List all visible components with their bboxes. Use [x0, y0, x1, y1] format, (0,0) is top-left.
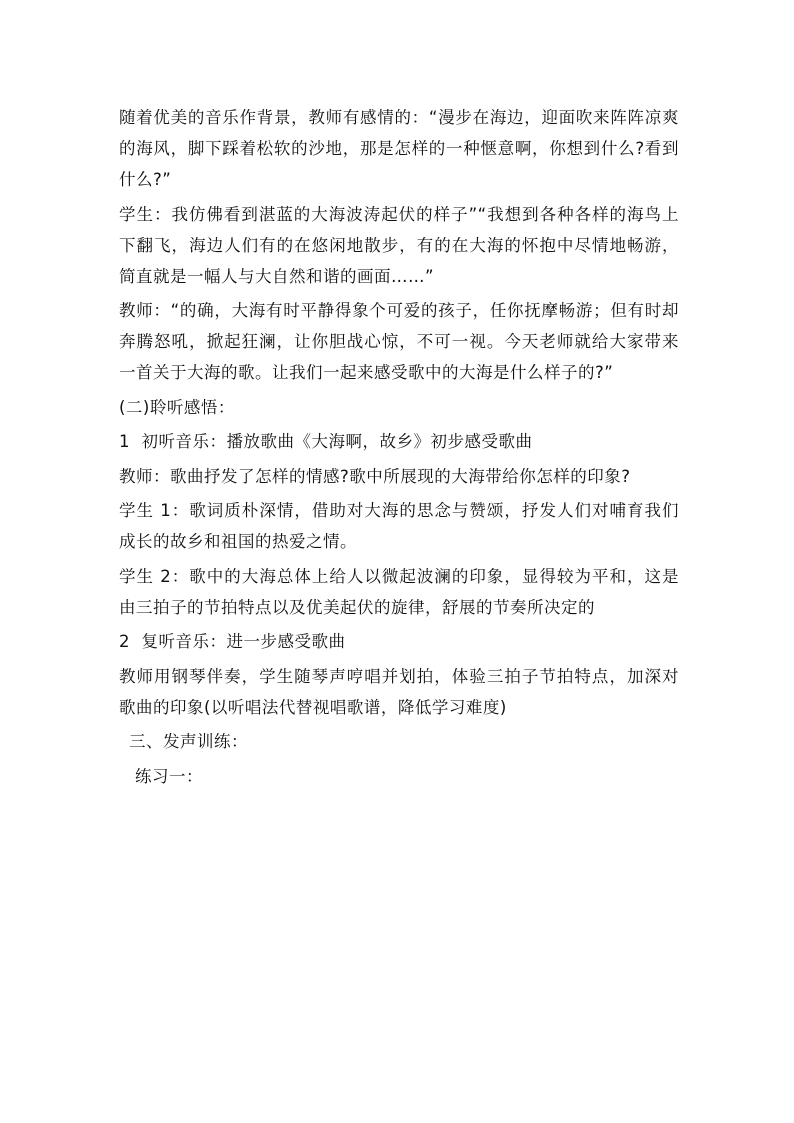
step-second-listen: 2 复听音乐：进一步感受歌曲	[119, 632, 346, 651]
paragraph-student-2: 学生 2：歌中的大海总体上给人以微起波澜的印象，显得较为平和，这是由三拍子的节拍特点以及优美起伏的旋律，舒展的节奏所决定的	[119, 566, 679, 617]
paragraph-student-1: 学生 1：歌词质朴深情，借助对大海的思念与赞颂，抒发人们对哺育我们成长的故乡和祖国的热爱之情。	[119, 501, 679, 551]
paragraph-teacher-question: 教师：歌曲抒发了怎样的情感?歌中所展现的大海带给你怎样的印象?	[119, 466, 631, 486]
section-heading-vocal-training: 三、发声训练：	[129, 732, 248, 751]
paragraph-piano-accompaniment: 教师用钢琴伴奏，学生随琴声哼唱并划拍，体验三拍子节拍特点，加深对歌曲的印象(以听唱法代替视唱歌谱，降低学习难度)	[119, 666, 679, 717]
step-first-listen: 1 初听音乐：播放歌曲《大海啊，故乡》初步感受歌曲	[119, 432, 533, 451]
document-body	[119, 102, 679, 795]
paragraph-intro: 随着优美的音乐作背景，教师有感情的：“漫步在海边，迎面吹来阵阵凉爽的海风，脚下踩着松软的沙地，那是怎样的一种惬意啊，你想到什么?看到什么?”	[119, 108, 679, 189]
section-heading-listening: (二)聆听感悟：	[119, 397, 235, 417]
exercise-one-heading: 练习一：	[135, 766, 203, 786]
paragraph-teacher-response: 教师：“的确，大海有时平静得象个可爱的孩子，任你抚摩畅游；但有时却奔腾怒吼，掀起狂澜，让你胆战心惊，不可一视。今天老师就给大家带来一首关于大海的歌。让我们一起来感受歌中的大海是什么样子的?”	[119, 301, 679, 382]
paragraph-student-response: 学生：我仿佛看到湛蓝的大海波涛起伏的样子”“我想到各种各样的海鸟上下翻飞，海边人们有的在悠闲地散步，有的在大海的怀抱中尽情地畅游，简直就是一幅人与大自然和谐的画面……”	[119, 204, 679, 286]
